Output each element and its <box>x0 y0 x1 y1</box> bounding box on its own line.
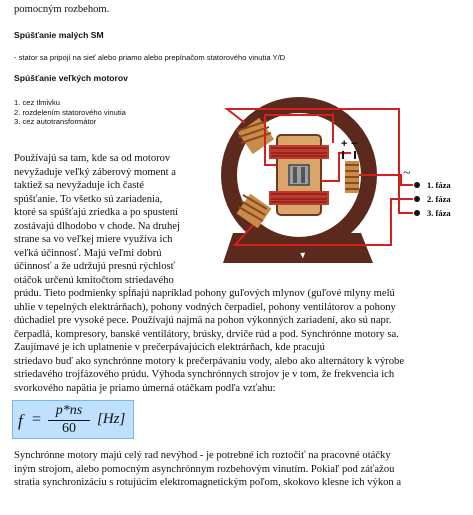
list-item: 3. cez autotransformátor <box>14 117 97 126</box>
heading-large-motors: Spúšťanie veľkých motorov <box>14 73 128 83</box>
terminal-1 <box>414 182 420 188</box>
start-methods-list <box>14 98 126 127</box>
formula-equals: = <box>32 411 42 428</box>
small-motors-text: - stator sa pripojí na sieť alebo priamo alebo prepínačom statorového vinutia Y/D <box>14 53 286 62</box>
text-line: Zaujímavé je ich uplatnenie v prečerpávajúcich elektrárňach, kde pracujú <box>14 342 325 353</box>
stator-winding-right <box>345 161 359 193</box>
text-line: striedavo buď ako synchrónne motory k prečerpávaniu vody, alebo ako alternátory k výrobe <box>14 355 405 367</box>
text-line: otáčok určenú kmitočtom striedavého <box>14 274 174 286</box>
text-line: nevyžaduje veľký záberový moment a <box>14 166 176 178</box>
ac-symbol: ~ <box>403 166 411 181</box>
motor-diagram-figure <box>205 95 469 275</box>
text-line: strane sa vo veľkej miere využíva ich <box>14 234 173 245</box>
formula-numerator: p*ns <box>55 403 83 418</box>
terminal-3 <box>414 210 420 216</box>
text-line: čerpadlá, kompresory, banské ventilátory, brúsky, drviče rúd a pod. Synchrónne motory sa. <box>14 328 399 340</box>
formula-box <box>12 400 134 439</box>
text-line: striedavého trojfázového prúdu. Výhoda synchrónnych strojov je v tom, že frekvencia ich <box>14 369 395 380</box>
formula-lhs: f <box>18 411 23 430</box>
text-line: zostávajú dlhodobo v chode. Na druhej <box>14 220 180 232</box>
text-line: veľká účinnosť. Majú veľmi dobrú <box>14 247 162 259</box>
text-line: stratia synchronizáciu s rotujúcim elektromagnetickým poľom, skokovo klesne ich výkon a <box>14 477 402 488</box>
list-item: 1. cez tlmivku <box>14 98 60 107</box>
rotor-field-coil-bottom <box>269 191 329 205</box>
text-line: uhlie v tepelných elektrárňach), pohony vodných čerpadiel, pohony ventilátorov a pohony <box>14 301 396 313</box>
text-line: ktoré sa spúšťajú zriedka a po spustení <box>14 207 178 218</box>
dc-minus-symbol: − <box>351 138 358 150</box>
formula-denominator: 60 <box>62 421 76 436</box>
intro-line: pomocným rozbehom. <box>14 4 110 15</box>
rotor-field-coil-top <box>269 145 329 159</box>
synchronous-motor-diagram <box>205 95 469 275</box>
terminal-2 <box>414 196 420 202</box>
text-line: prúdu. Tieto podmienky spĺňajú napríklad pohony guľových mlynov (guľové mlyny melú <box>14 288 395 299</box>
paragraph-bottom <box>14 449 466 490</box>
formula-unit: [Hz] <box>97 411 126 427</box>
text-line: taktiež sa nevyžaduje ich časté <box>14 180 145 191</box>
text-line: svorkového napätia je priamo úmerná otáčkam podľa vzťahu: <box>14 382 276 394</box>
text-line: dúchadiel pre vysoké pece. Používajú najmä na pohon výkonných zariadení, ako sú napr. <box>14 315 392 326</box>
dc-plus-symbol: + <box>341 138 348 150</box>
text-line: Synchrónne motory majú celý rad nevýhod - je potrebné ich roztočiť na pracovné otáčky <box>14 450 391 461</box>
text-line: účinnosť a že udržujú presnú rýchlosť <box>14 261 176 272</box>
phase-label-3: 3. fáza <box>427 208 451 218</box>
list-item: 2. rozdelením statorového vinutia <box>14 107 126 117</box>
heading-small-motors: Spúšťanie malých SM <box>14 30 104 40</box>
text-line: iným strojom, alebo pomocným asynchrónnym rozbehovým vinutím. Pokiaľ pod záťažou <box>14 463 395 475</box>
text-line: Používajú sa tam, kde sa od motorov <box>14 153 171 164</box>
phase-label-1: 1. fáza <box>427 180 451 190</box>
phase-label-2: 2. fáza <box>427 194 451 204</box>
text-line: spúšťanie. To všetko sú zariadenia, <box>14 193 163 205</box>
paragraph-full <box>14 287 466 395</box>
paragraph-narrow <box>14 152 204 287</box>
rotor-shaft <box>289 165 309 185</box>
